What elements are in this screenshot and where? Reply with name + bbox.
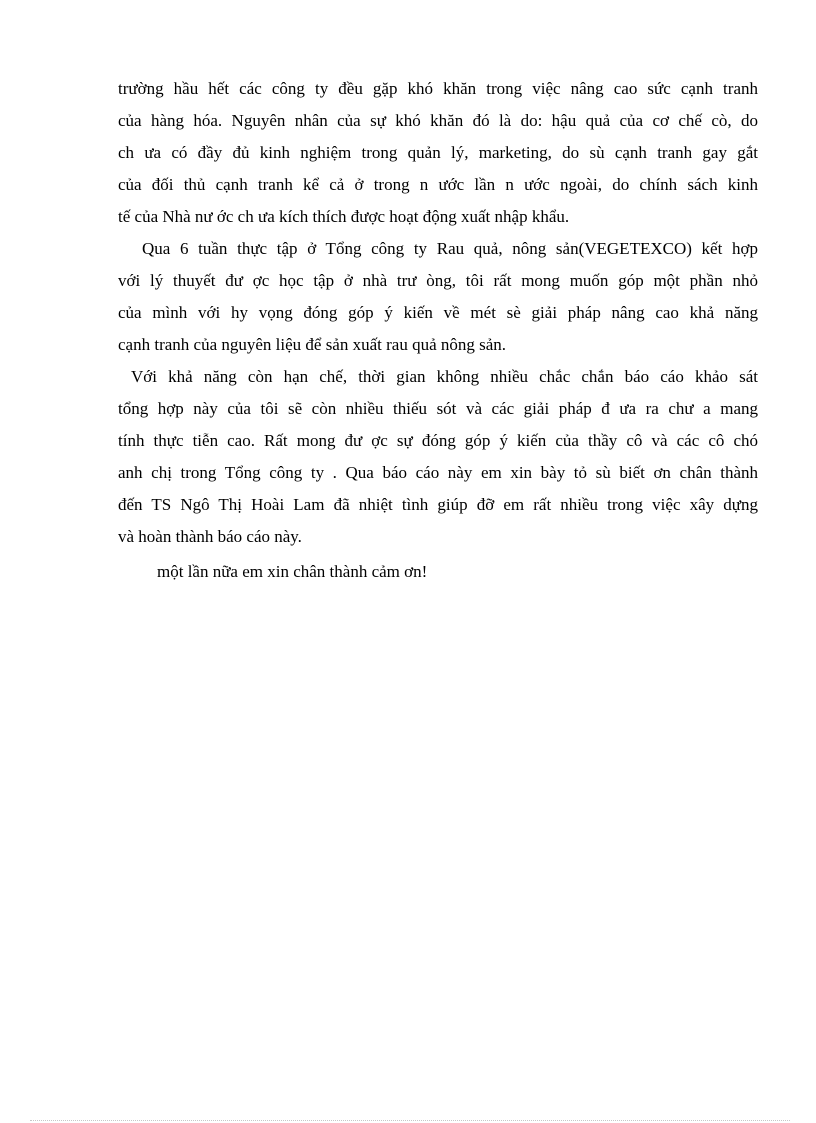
paragraph-3-line-1: Với khả năng còn hạn chế, thời gian không nhiều chắc chắn báo cáo khảo sát — [131, 367, 758, 386]
paragraph-2-line-1: Qua 6 tuần thực tập ở Tổng công ty Rau quả, nông sản(VEGETEXCO) kết hợp — [142, 239, 758, 258]
paragraph-3-line-6: và hoàn thành báo cáo này. — [118, 527, 302, 546]
page-bottom-rule — [30, 1120, 790, 1121]
paragraph-3-line-2: tổng hợp này của tôi sẽ còn nhiều thiếu sót và các giải pháp đ ưa ra chư a mang — [118, 399, 758, 418]
paragraph-1-line-3: ch ưa có đầy đủ kinh nghiệm trong quản lý, marketing, do sù cạnh tranh gay gắt — [118, 143, 758, 162]
closing-line: một lần nữa em xin chân thành cảm ơn! — [157, 562, 428, 581]
paragraph-2-line-3: của mình với hy vọng đóng góp ý kiến về mét sè giải pháp nâng cao khả năng — [118, 303, 758, 322]
paragraph-1-line-4: của đối thủ cạnh tranh kể cả ở trong n ước lần n ước ngoài, do chính sách kinh — [118, 175, 758, 194]
paragraph-1-line-5: tế của Nhà nư ớc ch ưa kích thích được hoạt động xuất nhập khẩu. — [118, 207, 570, 226]
paragraph-2-line-2: với lý thuyết đư ợc học tập ở nhà trư òng, tôi rất mong muốn góp một phần nhỏ — [118, 271, 758, 290]
paragraph-2-line-4: cạnh tranh của nguyên liệu để sản xuất rau quả nông sản. — [118, 335, 507, 354]
paragraph-3-line-5: đến TS Ngô Thị Hoài Lam đã nhiệt tình giúp đỡ em rất nhiều trong việc xây dựng — [118, 495, 758, 514]
paragraph-3-line-3: tính thực tiễn cao. Rất mong đư ợc sự đóng góp ý kiến của thầy cô và các cô chó — [118, 431, 758, 450]
paragraph-1-line-1: trường hầu hết các công ty đều gặp khó khăn trong việc nâng cao sức cạnh tranh — [118, 79, 758, 98]
paragraph-3-line-4: anh chị trong Tổng công ty . Qua báo cáo này em xin bày tỏ sù biết ơn chân thành — [118, 463, 758, 482]
paragraph-1-line-2: của hàng hóa. Nguyên nhân của sự khó khăn đó là do: hậu quả của cơ chế cò, do — [118, 111, 758, 130]
